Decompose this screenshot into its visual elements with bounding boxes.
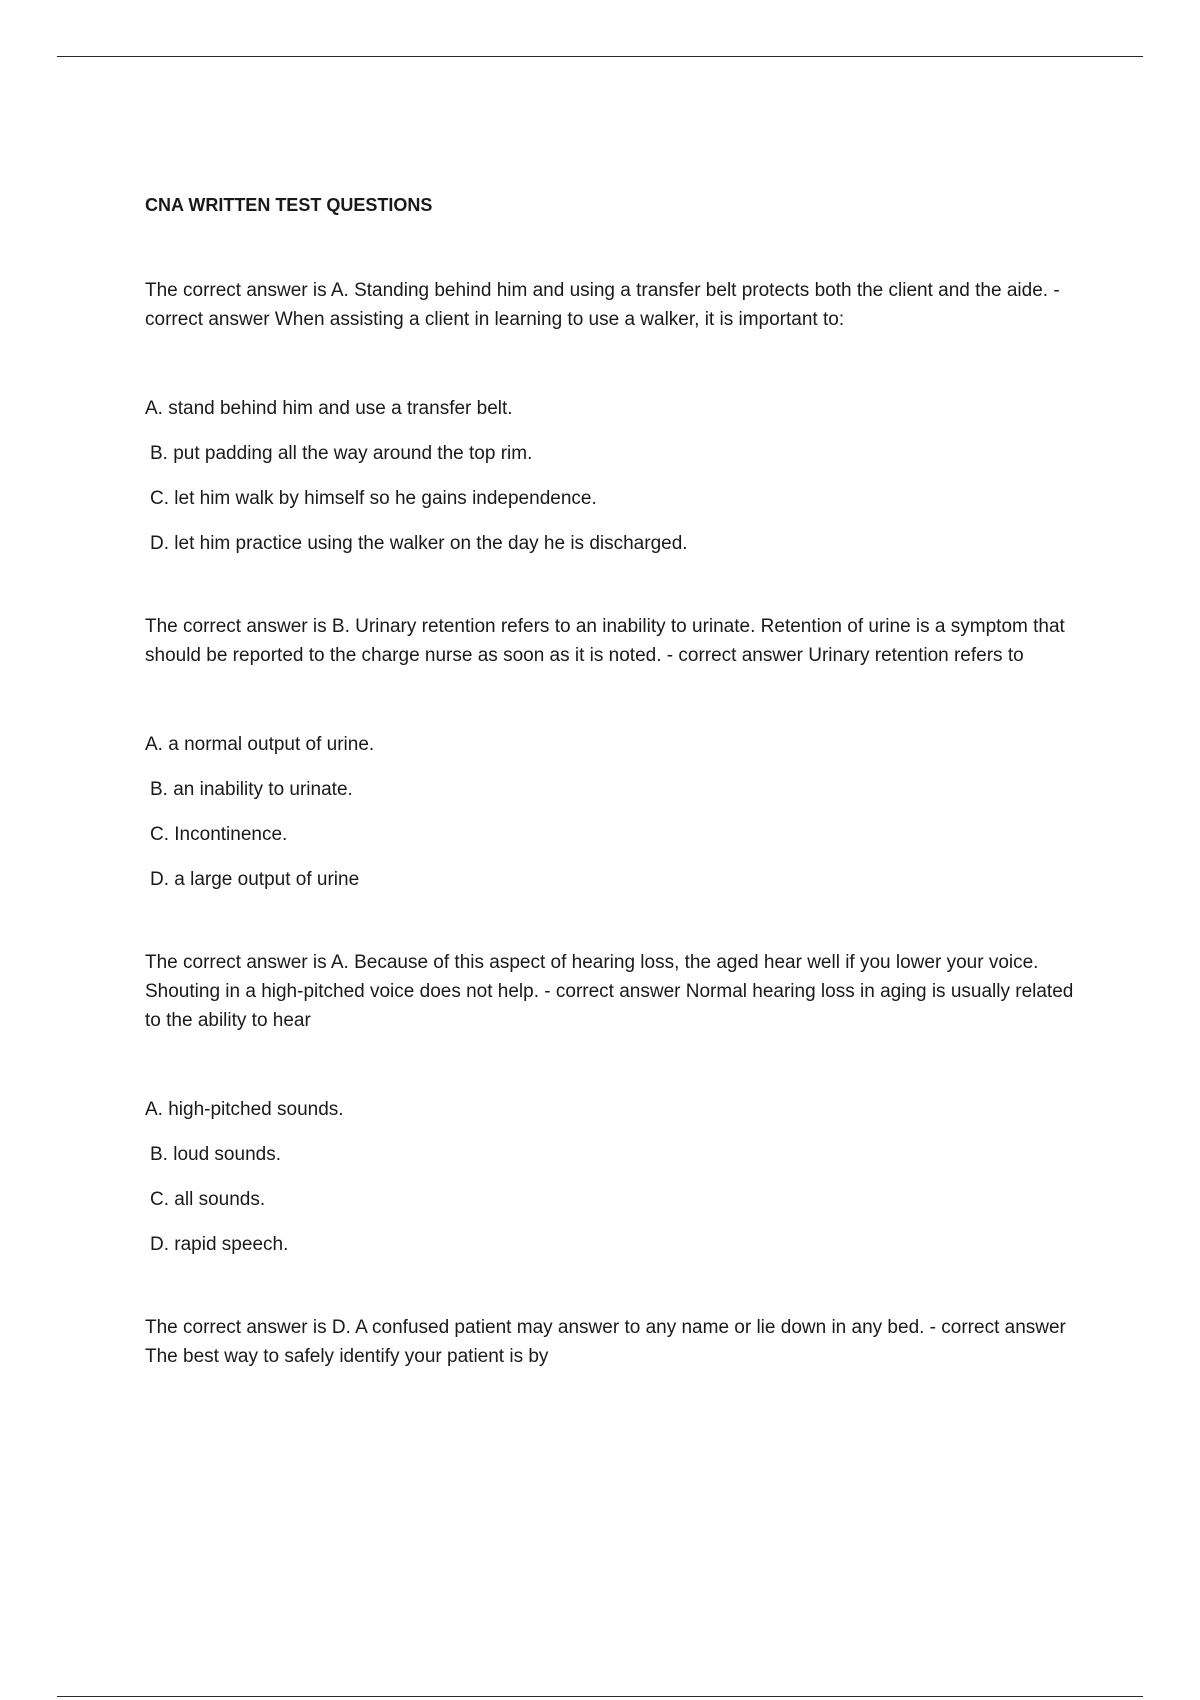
option-b: B. put padding all the way around the top rim. — [150, 443, 533, 464]
option-d: D. rapid speech. — [150, 1234, 289, 1255]
option-c: C. let him walk by himself so he gains independence. — [150, 488, 597, 509]
option-c: C. all sounds. — [150, 1189, 266, 1210]
document-body — [145, 192, 1075, 1433]
question-block-3 — [145, 948, 1075, 1258]
answer-text: The correct answer is B. Urinary retention refers to an inability to urinate. Retention of urine is a symptom that should be reported to the charge nurse as soon as it is noted. - correct answer Urinary retention refers to — [145, 616, 1065, 666]
option-d: D. a large output of urine — [150, 869, 360, 890]
answer-text: The correct answer is A. Standing behind him and using a transfer belt protects both the client and the aide. - correct answer When assisting a client in learning to use a walker, it is important to: — [145, 280, 1060, 330]
option-b: B. an inability to urinate. — [150, 779, 353, 800]
document-title: CNA WRITTEN TEST QUESTIONS — [145, 195, 433, 215]
option-a: A. a normal output of urine. — [145, 734, 375, 755]
footer-rule — [57, 1696, 1143, 1697]
option-a: A. stand behind him and use a transfer belt. — [145, 398, 513, 419]
answer-text: The correct answer is A. Because of this aspect of hearing loss, the aged hear well if you lower your voice. Shouting in a high-pitched voice does not help. - correct answer Normal hearing loss in aging is usually related to the ability to hear — [145, 952, 1074, 1031]
question-block-4 — [145, 1313, 1075, 1371]
header-rule — [57, 56, 1143, 57]
option-d: D. let him practice using the walker on the day he is discharged. — [150, 533, 688, 554]
option-c: C. Incontinence. — [150, 824, 288, 845]
option-a: A. high-pitched sounds. — [145, 1099, 344, 1120]
answer-text: The correct answer is D. A confused patient may answer to any name or lie down in any bed. - correct answer The best way to safely identify your patient is by — [145, 1317, 1066, 1367]
question-block-2 — [145, 612, 1075, 893]
option-b: B. loud sounds. — [150, 1144, 281, 1165]
question-block-1 — [145, 276, 1075, 557]
